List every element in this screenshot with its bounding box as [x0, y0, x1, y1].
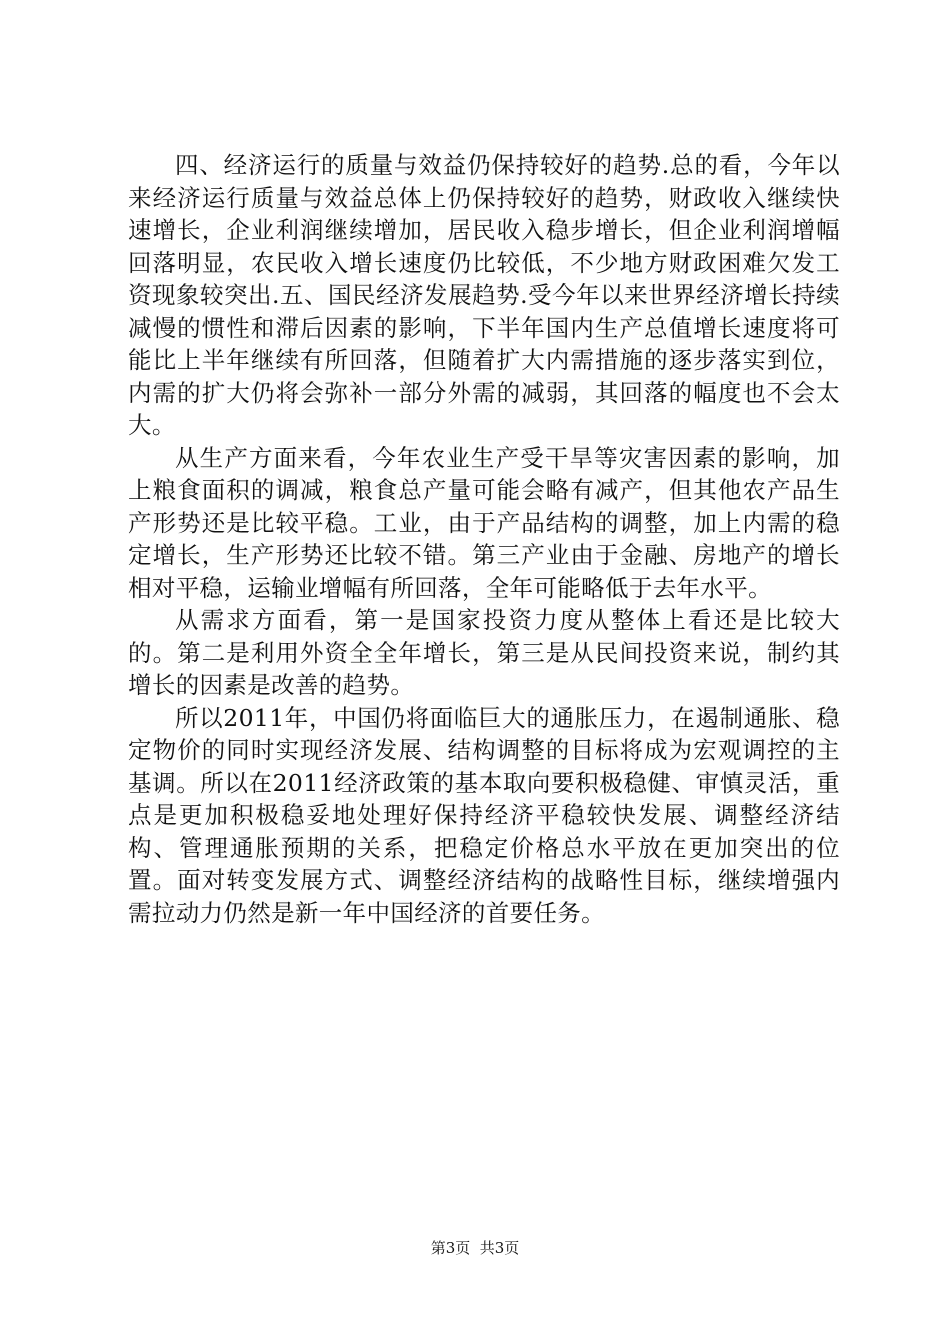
- paragraph-production: 从生产方面来看，今年农业生产受干旱等灾害因素的影响，加上粮食面积的调减，粮食总产量可能会略有减产，但其他农产品生产形势还是比较平稳。工业，由于产品结构的调整，加上内需的稳定增长，生产形势还比较不错。第三产业由于金融、房地产的增长相对平稳，运输业增幅有所回落，全年可能略低于去年水平。: [128, 443, 840, 602]
- page-number-label: 第3页 共3页: [430, 1239, 520, 1257]
- paragraph-demand: 从需求方面看，第一是国家投资力度从整体上看还是比较大的。第二是利用外资全全年增长，第三是从民间投资来说，制约其增长的因素是改善的趋势。: [128, 606, 840, 699]
- page-footer: [0, 1238, 950, 1258]
- document-body: [128, 149, 840, 929]
- paragraph-outlook-2011: 所以2011年，中国仍将面临巨大的通胀压力，在遏制通胀、稳定物价的同时实现经济发展、结构调整的目标将成为宏观调控的主基调。所以在2011经济政策的基本取向要积极稳健、审慎灵活，重点是更加积极稳妥地处理好保持经济平稳较快发展、调整经济结构、管理通胀预期的关系，把稳定价格总水平放在更加突出的位置。面对转变发展方式、调整经济结构的战略性目标，继续增强内需拉动力仍然是新一年中国经济的首要任务。: [128, 703, 840, 927]
- paragraph-economic-quality: 四、经济运行的质量与效益仍保持较好的趋势.总的看，今年以来经济运行质量与效益总体上仍保持较好的趋势，财政收入继续快速增长，企业利润继续增加，居民收入稳步增长，但企业利润增幅回落明显，农民收入增长速度仍比较低，不少地方财政困难欠发工资现象较突出.五、国民经济发展趋势.受今年以来世界经济增长持续减慢的惯性和滞后因素的影响，下半年国内生产总值增长速度将可能比上半年继续有所回落，但随着扩大内需措施的逐步落实到位，内需的扩大仍将会弥补一部分外需的减弱，其回落的幅度也不会太大。: [128, 151, 840, 439]
